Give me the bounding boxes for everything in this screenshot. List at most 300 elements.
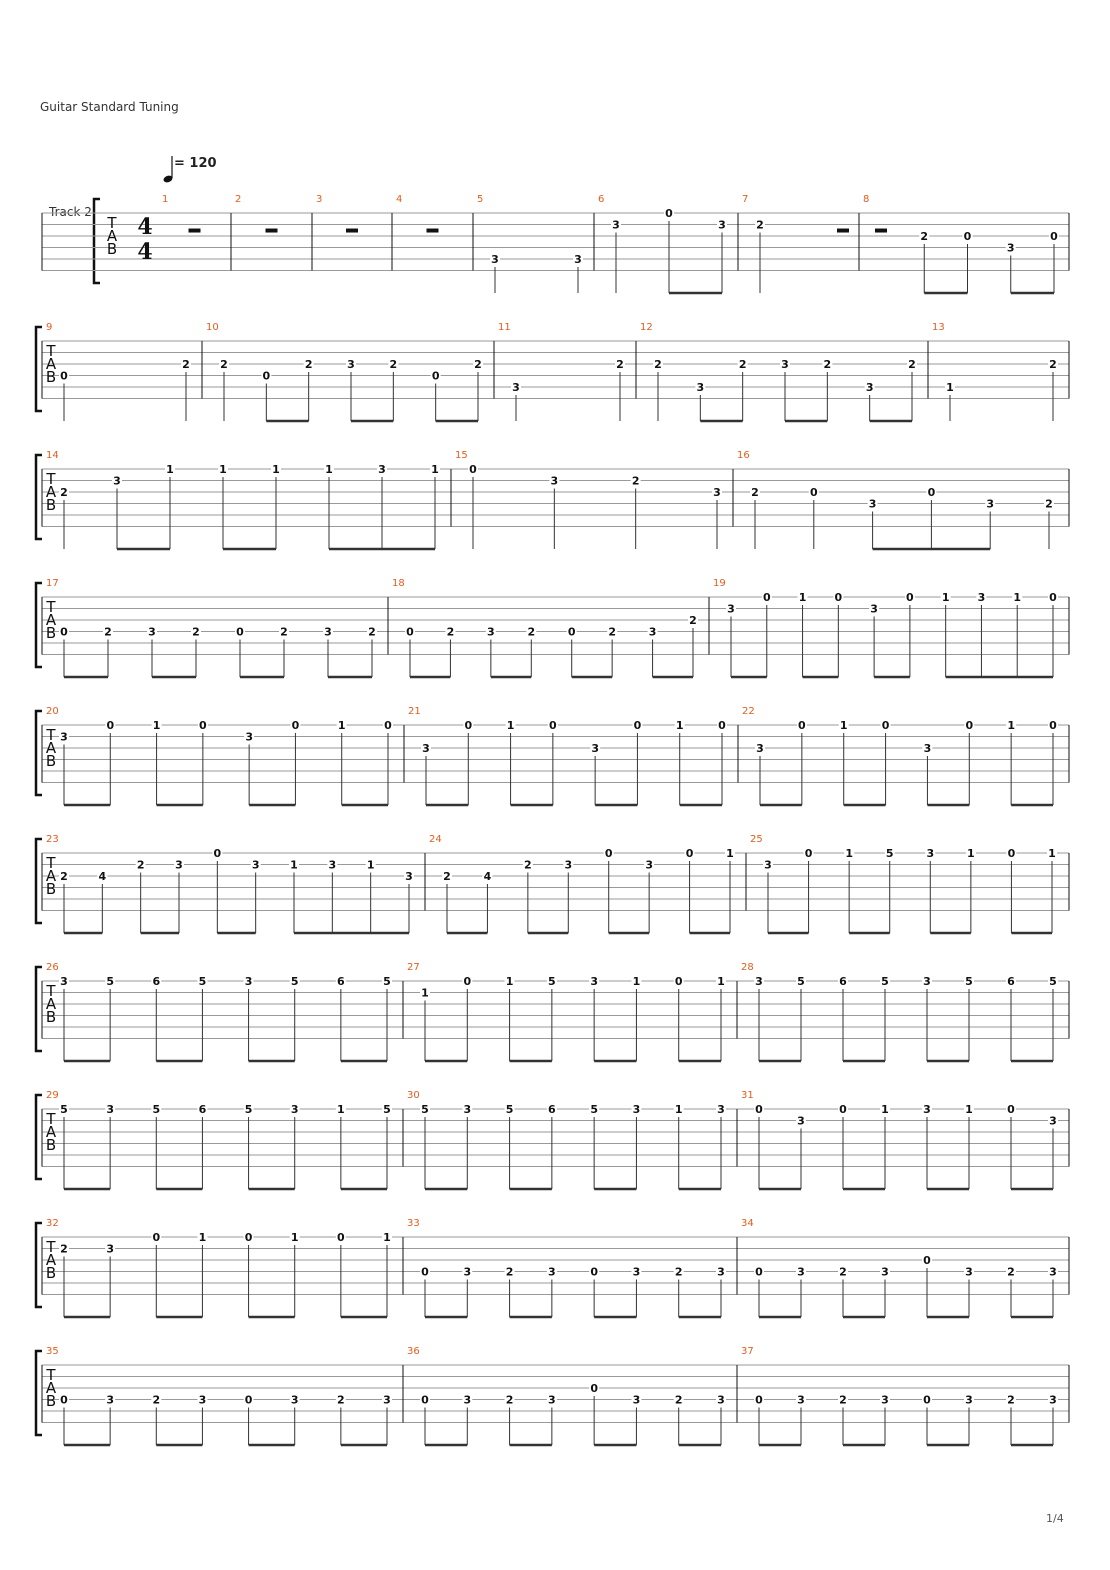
fret-number: 0 [923, 1254, 931, 1267]
fret-number: 5 [1049, 975, 1057, 988]
fret-number: 0 [755, 1265, 763, 1279]
fret-number: 3 [717, 1103, 725, 1116]
fret-number: 3 [717, 1393, 725, 1407]
fret-number: 2 [60, 486, 68, 499]
fret-number: 3 [1049, 1393, 1057, 1407]
fret-number: 1 [290, 1231, 299, 1244]
fret-number: 3 [463, 1103, 472, 1116]
fret-number: 3 [727, 602, 735, 616]
fret-number: 3 [328, 858, 337, 872]
tab-clef-letter: T [46, 470, 56, 488]
measure [750, 834, 1057, 933]
fret-number: 6 [152, 975, 161, 988]
measure-number: 13 [932, 322, 945, 333]
fret-number: 1 [1013, 591, 1022, 604]
staff-system [36, 1090, 1069, 1189]
fret-number: 0 [464, 719, 473, 732]
fret-number: 0 [590, 1382, 598, 1395]
measure [407, 1218, 737, 1317]
fret-number: 2 [608, 625, 616, 639]
measure-number: 33 [407, 1218, 420, 1229]
fret-number: 5 [198, 975, 207, 988]
fret-number: 3 [764, 858, 772, 872]
fret-number: 1 [337, 719, 346, 732]
fret-number: 5 [965, 975, 973, 988]
fret-number: 3 [632, 1265, 641, 1279]
fret-number: 5 [152, 1103, 161, 1116]
rest [875, 229, 887, 233]
fret-number: 3 [923, 742, 932, 755]
fret-number: 0 [431, 369, 440, 383]
fret-number: 3 [717, 1265, 725, 1279]
fret-number: 3 [244, 975, 253, 988]
tab-clef-letter: A [45, 1123, 57, 1141]
tab-clef-letter: A [45, 867, 57, 885]
measure-number: 37 [741, 1346, 754, 1357]
fret-number: 3 [718, 218, 726, 232]
track-name: Track 2 [49, 205, 92, 219]
fret-number: 5 [548, 975, 556, 988]
fret-number: 3 [797, 1265, 805, 1279]
measure [713, 578, 1058, 677]
fret-number: 2 [446, 625, 455, 639]
fret-number: 2 [631, 474, 640, 488]
tab-clef-letter: B [45, 1264, 57, 1282]
fret-number: 3 [881, 1265, 889, 1279]
fret-number: 3 [965, 1265, 973, 1279]
fret-number: 0 [809, 486, 818, 499]
fret-number: 3 [463, 1265, 472, 1279]
measure [742, 194, 859, 293]
measure-number: 15 [455, 450, 468, 461]
fret-number: 3 [977, 591, 986, 604]
fret-number: 1 [383, 1231, 391, 1244]
measure [46, 706, 404, 805]
measure-number: 18 [392, 578, 405, 589]
fret-number: 1 [505, 975, 514, 988]
measure [932, 322, 1058, 421]
staff-system [36, 962, 1069, 1061]
fret-number: 3 [463, 1393, 472, 1407]
fret-number: 3 [781, 358, 789, 371]
fret-number: 2 [751, 486, 759, 499]
fret-number: 6 [839, 975, 847, 988]
tab-clef-letter: T [46, 854, 56, 872]
fret-number: 3 [512, 381, 520, 394]
measure-number: 9 [46, 322, 53, 333]
measure-number: 12 [640, 322, 653, 333]
fret-number: 0 [549, 719, 557, 732]
fret-number: 5 [290, 975, 299, 988]
fret-number: 2 [368, 625, 376, 639]
fret-number: 2 [304, 358, 313, 371]
fret-number: 2 [1007, 1265, 1015, 1279]
fret-number: 3 [148, 625, 156, 639]
fret-number: 2 [104, 625, 112, 639]
measure-number: 29 [46, 1090, 59, 1101]
fret-number: 3 [797, 1114, 805, 1128]
measure-number: 19 [713, 578, 726, 589]
fret-number: 3 [965, 1393, 973, 1407]
whole-rest [346, 229, 358, 233]
measure-number: 22 [742, 706, 755, 717]
measure-number: 8 [863, 194, 870, 205]
fret-number: 3 [1049, 1114, 1057, 1128]
time-signature-numerator: 4 [137, 214, 153, 240]
fret-number: 3 [986, 497, 995, 511]
fret-number: 2 [674, 1265, 683, 1279]
fret-number: 1 [506, 719, 515, 732]
fret-number: 0 [685, 847, 694, 860]
tab-clef-letter: T [46, 726, 56, 744]
fret-number: 1 [325, 463, 333, 476]
fret-number: 3 [590, 975, 598, 988]
whole-rest [189, 229, 201, 233]
measure-number: 5 [477, 194, 484, 205]
fret-number: 0 [463, 975, 472, 988]
fret-number: 3 [491, 253, 499, 266]
fret-number: 0 [469, 463, 477, 476]
fret-number: 3 [870, 602, 878, 616]
staff-system [36, 578, 1069, 677]
fret-number: 0 [291, 719, 300, 732]
tab-clef-letter: A [45, 995, 57, 1013]
tab-clef-letter: A [45, 611, 57, 629]
fret-number: 2 [136, 858, 145, 872]
fret-number: 3 [198, 1393, 207, 1407]
tab-clef-letter: A [45, 739, 57, 757]
fret-number: 2 [152, 1393, 161, 1407]
fret-number: 2 [1045, 497, 1053, 511]
fret-number: 0 [718, 719, 726, 732]
fret-number: 0 [755, 1393, 763, 1407]
fret-number: 0 [244, 1231, 253, 1244]
fret-number: 2 [337, 1393, 345, 1407]
fret-number: 1 [272, 463, 280, 476]
measure-number: 24 [429, 834, 442, 845]
fret-number: 2 [192, 625, 200, 639]
fret-number: 3 [487, 625, 495, 639]
tab-clef-letter: T [46, 1110, 56, 1128]
tab-clef-letter: B [45, 880, 57, 898]
fret-number: 0 [384, 719, 392, 732]
fret-number: 1 [198, 1231, 207, 1244]
fret-number: 0 [804, 847, 813, 860]
fret-number: 0 [421, 1265, 429, 1279]
measure [46, 578, 388, 677]
fret-number: 1 [1007, 719, 1015, 732]
fret-number: 4 [483, 870, 492, 883]
fret-number: 0 [199, 719, 207, 732]
fret-number: 1 [1048, 847, 1056, 860]
fret-number: 6 [198, 1103, 207, 1116]
fret-number: 3 [632, 1103, 641, 1116]
fret-number: 0 [152, 1231, 161, 1244]
fret-number: 5 [885, 847, 894, 860]
measure-number: 6 [598, 194, 605, 205]
measure-number: 21 [408, 706, 421, 717]
fret-number: 5 [383, 975, 391, 988]
fret-number: 3 [60, 730, 68, 744]
fret-number: 3 [696, 381, 705, 394]
measure [742, 706, 1058, 805]
fret-number: 2 [1007, 1393, 1015, 1407]
fret-number: 0 [1049, 719, 1057, 732]
fret-number: 2 [823, 358, 832, 371]
fret-number: 5 [383, 1103, 391, 1116]
fret-number: 3 [923, 1103, 931, 1116]
fret-number: 2 [389, 358, 398, 371]
measure-number: 31 [741, 1090, 754, 1101]
fret-number: 3 [548, 1265, 556, 1279]
whole-rest [427, 229, 439, 233]
system-bracket [36, 839, 42, 923]
time-signature-denominator: 4 [137, 239, 153, 265]
tab-clef-letter: B [45, 1136, 57, 1154]
fret-number: 0 [106, 719, 115, 732]
fret-number: 3 [113, 474, 121, 488]
fret-number: 0 [927, 486, 936, 499]
fret-number: 0 [1050, 230, 1058, 243]
measure [407, 1090, 737, 1189]
fret-number: 0 [262, 369, 271, 383]
fret-number: 0 [604, 847, 613, 860]
measure [429, 834, 746, 933]
fret-number: 1 [290, 858, 298, 872]
tab-clef-letter: A [45, 355, 57, 373]
measure [863, 194, 1059, 293]
fret-number: 0 [244, 1393, 253, 1407]
fret-number: 0 [590, 1265, 598, 1279]
fret-number: 0 [406, 625, 414, 639]
measure-number: 16 [737, 450, 750, 461]
staff-system [36, 834, 1069, 933]
tab-clef-letter: B [45, 624, 57, 642]
fret-number: 3 [612, 218, 620, 232]
fret-number: 0 [213, 847, 222, 860]
fret-number: 5 [106, 975, 114, 988]
fret-number: 1 [881, 1103, 889, 1116]
fret-number: 0 [1007, 847, 1016, 860]
measure-number: 27 [407, 962, 420, 973]
fret-number: 3 [574, 253, 582, 266]
fret-number: 0 [633, 719, 642, 732]
measure-number: 17 [46, 578, 59, 589]
fret-number: 3 [1006, 241, 1015, 255]
tab-clef-letter: B [45, 368, 57, 386]
fret-number: 3 [383, 1393, 391, 1407]
fret-number: 3 [926, 847, 935, 860]
tab-clef-letter: T [46, 598, 56, 616]
fret-number: 4 [98, 870, 107, 883]
measure [206, 322, 494, 421]
fret-number: 2 [839, 1265, 847, 1279]
measure-number: 4 [396, 194, 403, 205]
measure-number: 2 [235, 194, 242, 205]
fret-number: 0 [755, 1103, 763, 1116]
fret-number: 3 [324, 625, 332, 639]
tab-clef-letter: A [106, 227, 118, 245]
fret-number: 1 [166, 463, 174, 476]
measure-number: 28 [741, 962, 754, 973]
fret-number: 3 [632, 1393, 641, 1407]
fret-number: 1 [967, 847, 975, 860]
fret-number: 3 [106, 1242, 114, 1256]
fret-number: 2 [60, 870, 68, 883]
fret-number: 3 [868, 497, 877, 511]
fret-number: 0 [60, 1393, 68, 1407]
fret-number: 5 [797, 975, 805, 988]
fret-number: 2 [839, 1393, 847, 1407]
fret-number: 3 [1049, 1265, 1057, 1279]
measure [392, 578, 709, 677]
system-bracket [36, 1351, 42, 1435]
fret-number: 1 [839, 719, 848, 732]
fret-number: 3 [755, 975, 763, 988]
measure [408, 706, 738, 805]
fret-number: 3 [175, 858, 183, 872]
fret-number: 5 [60, 1103, 68, 1116]
measure-number: 32 [46, 1218, 59, 1229]
measure [640, 322, 928, 421]
measure-number: 7 [742, 194, 749, 205]
fret-number: 1 [366, 858, 375, 872]
fret-number: 3 [923, 975, 931, 988]
measure-number: 36 [407, 1346, 420, 1357]
tuning-label: Guitar Standard Tuning [40, 100, 179, 114]
fret-number: 2 [674, 1393, 683, 1407]
system-bracket [36, 327, 42, 411]
measure-number: 25 [750, 834, 763, 845]
fret-number: 0 [923, 1393, 931, 1407]
fret-number: 3 [245, 730, 253, 744]
measure [46, 1346, 403, 1445]
rest [837, 229, 849, 233]
fret-number: 1 [421, 986, 429, 1000]
fret-number: 3 [422, 742, 430, 755]
fret-number: 1 [845, 847, 853, 860]
tab-clef-letter: B [45, 1392, 57, 1410]
staff-system [42, 194, 1069, 293]
fret-number: 0 [906, 591, 914, 604]
tab-clef-letter: A [45, 1251, 57, 1269]
measure-number: 26 [46, 962, 59, 973]
tab-clef-letter: T [46, 982, 56, 1000]
fret-number: 3 [60, 975, 68, 988]
fret-number: 1 [219, 463, 227, 476]
fret-number: 0 [963, 230, 972, 243]
fret-number: 1 [632, 975, 641, 988]
tempo-value: = 120 [174, 156, 217, 171]
fret-number: 3 [713, 486, 721, 499]
fret-number: 5 [881, 975, 889, 988]
tab-clef-letter: B [45, 496, 57, 514]
fret-number: 3 [106, 1393, 114, 1407]
measure-number: 34 [741, 1218, 754, 1229]
staff-system [36, 450, 1069, 549]
fret-number: 2 [60, 1242, 68, 1256]
fret-number: 1 [152, 719, 161, 732]
fret-number: 2 [474, 358, 482, 371]
whole-rest [266, 229, 278, 233]
tab-clef-letter: A [45, 483, 57, 501]
system-bracket [36, 1095, 42, 1179]
fret-number: 6 [337, 975, 345, 988]
measure-number: 30 [407, 1090, 420, 1101]
fret-number: 2 [527, 625, 536, 639]
fret-number: 3 [106, 1103, 114, 1116]
measure [741, 1346, 1058, 1445]
fret-number: 3 [290, 1103, 299, 1116]
fret-number: 3 [648, 625, 657, 639]
fret-number: 0 [421, 1393, 429, 1407]
fret-number: 2 [616, 358, 624, 371]
measure [741, 962, 1058, 1061]
fret-number: 6 [1007, 975, 1015, 988]
fret-number: 1 [337, 1103, 345, 1116]
measure-number: 1 [162, 194, 169, 205]
fret-number: 0 [798, 719, 806, 732]
measure [737, 450, 1054, 549]
fret-number: 3 [347, 358, 355, 371]
measure [46, 322, 202, 421]
system-bracket [36, 583, 42, 667]
fret-number: 3 [378, 463, 386, 476]
tab-clef-letter: A [45, 1379, 57, 1397]
fret-number: 3 [797, 1393, 805, 1407]
fret-number: 1 [431, 463, 439, 476]
fret-number: 2 [505, 1265, 514, 1279]
measure [46, 1090, 403, 1189]
fret-number: 1 [941, 591, 950, 604]
fret-number: 0 [674, 975, 683, 988]
page-number: 1/4 [1046, 1512, 1064, 1525]
fret-number: 3 [645, 858, 653, 872]
system-bracket [36, 1223, 42, 1307]
measure [741, 1218, 1058, 1317]
measure [741, 1090, 1058, 1189]
fret-number: 2 [689, 614, 697, 627]
fret-number: 3 [550, 474, 559, 488]
fret-number: 5 [505, 1103, 514, 1116]
tab-clef-letter: T [46, 1238, 56, 1256]
fret-number: 2 [654, 358, 662, 371]
fret-number: 2 [1049, 358, 1057, 371]
tab-clef-letter: T [46, 342, 56, 360]
fret-number: 2 [443, 870, 451, 883]
measure-number: 3 [316, 194, 323, 205]
system-bracket [36, 711, 42, 795]
measure [46, 1218, 403, 1317]
fret-number: 2 [505, 1393, 514, 1407]
fret-number: 2 [182, 358, 190, 371]
measure [455, 450, 733, 549]
measure [46, 962, 403, 1061]
fret-number: 5 [590, 1103, 598, 1116]
fret-number: 0 [965, 719, 974, 732]
measure [477, 194, 594, 293]
fret-number: 2 [738, 358, 747, 371]
fret-number: 2 [280, 625, 288, 639]
measure-number: 35 [46, 1346, 59, 1357]
staff-system [36, 1346, 1069, 1445]
system-bracket [36, 455, 42, 539]
tab-clef-letter: B [45, 752, 57, 770]
measure [498, 322, 636, 421]
fret-number: 3 [564, 858, 573, 872]
fret-number: 0 [839, 1103, 847, 1116]
fret-number: 0 [60, 369, 68, 383]
